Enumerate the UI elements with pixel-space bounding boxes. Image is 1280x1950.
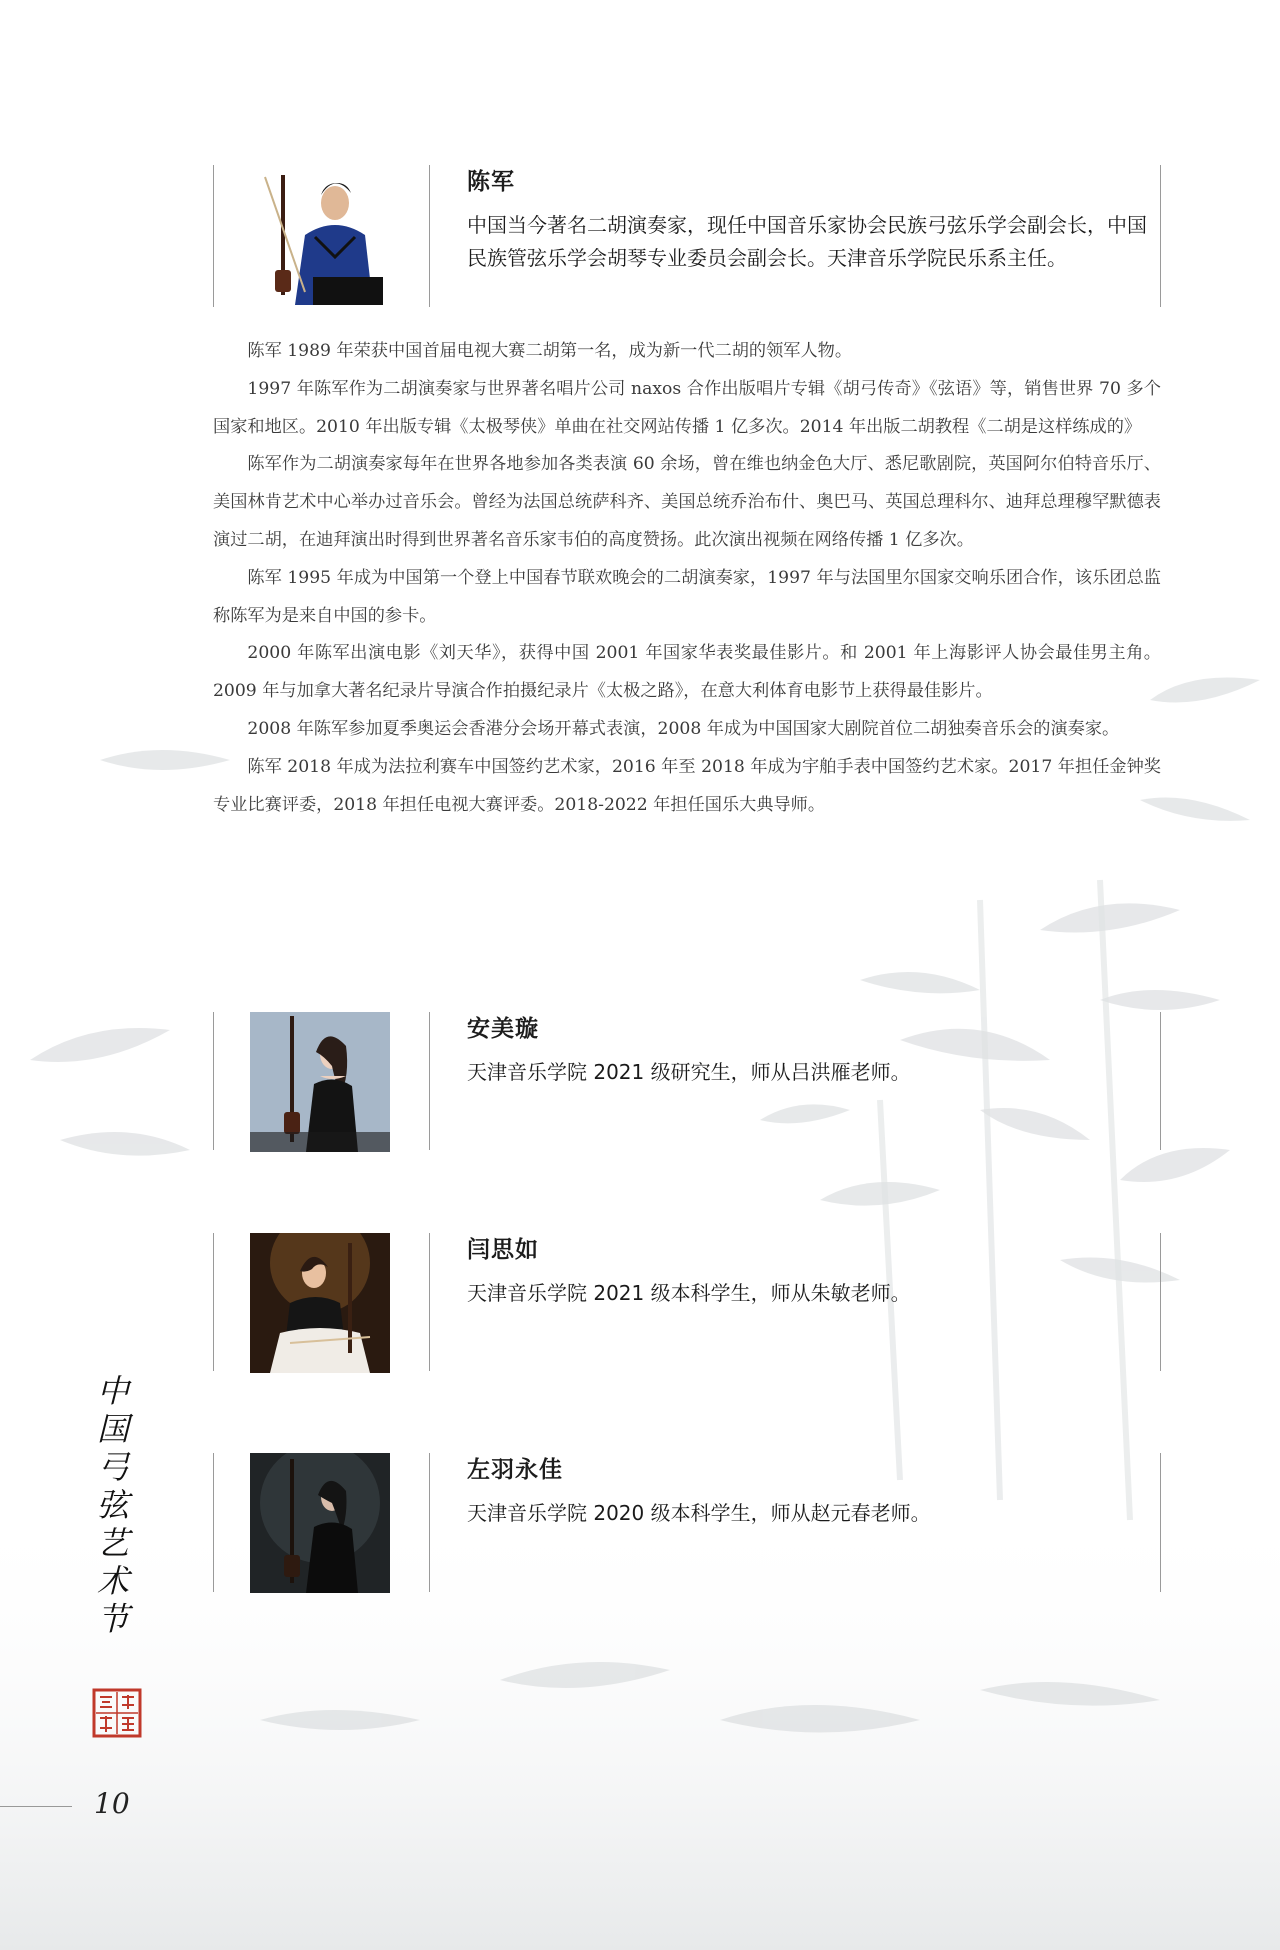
card-divider-rule <box>429 1453 430 1592</box>
card-divider-rule <box>429 1012 430 1150</box>
title-char: 中 <box>96 1372 129 1410</box>
profile-card-zuo-yuyongjia <box>213 1453 1161 1592</box>
card-left-rule <box>213 1233 214 1371</box>
title-char: 节 <box>96 1600 129 1638</box>
portrait-image <box>250 1453 390 1593</box>
profile-card-yan-siru <box>213 1233 1161 1371</box>
page-number: 10 <box>94 1787 130 1820</box>
portrait-image <box>250 1012 390 1152</box>
bio-paragraph: 陈军 1989 年荣获中国首届电视大赛二胡第一名，成为新一代二胡的领军人物。 <box>247 341 853 361</box>
bio-paragraph: 2000 年陈军出演电影《刘天华》，获得中国 2001 年国家华表奖最佳影片。和 2001 年上海影评人协会最佳男主角。2009 年与加拿大著名纪录片导演合作拍摄纪录片《太极之路》，在意大利体育电影节上获得最佳影片。 <box>213 643 1161 702</box>
portrait-photo <box>255 165 390 305</box>
profile-description: 天津音乐学院 2021 级研究生，师从吕洪雁老师。 <box>467 1060 911 1084</box>
portrait-photo <box>250 1453 390 1593</box>
footer-rule <box>0 1806 72 1807</box>
red-seal-stamp <box>92 1688 142 1738</box>
profile-name: 陈军 <box>467 168 515 195</box>
card-right-rule <box>1160 1233 1161 1371</box>
festival-title-vertical <box>93 1372 133 1638</box>
title-char: 弓 <box>96 1448 129 1486</box>
card-right-rule <box>1160 1453 1161 1592</box>
bio-paragraph: 2008 年陈军参加夏季奥运会香港分会场开幕式表演，2008 年成为中国国家大剧院首位二胡独奏音乐会的演奏家。 <box>247 718 1120 739</box>
portrait-image <box>255 165 390 305</box>
profile-name: 左羽永佳 <box>467 1456 563 1483</box>
profile-description: 天津音乐学院 2021 级本科学生，师从朱敏老师。 <box>467 1281 911 1305</box>
profile-description: 天津音乐学院 2020 级本科学生，师从赵元春老师。 <box>467 1501 931 1525</box>
title-char: 艺 <box>96 1524 129 1562</box>
portrait-photo <box>250 1012 390 1152</box>
portrait-image <box>250 1233 390 1373</box>
card-left-rule <box>213 1453 214 1592</box>
bio-paragraph: 陈军 1995 年成为中国第一个登上中国春节联欢晚会的二胡演奏家，1997 年与法国里尔国家交响乐团合作，该乐团总监称陈军为是来自中国的参卡。 <box>213 567 1161 626</box>
card-left-rule <box>213 1012 214 1150</box>
card-divider-rule <box>429 1233 430 1371</box>
profile-description: 中国当今著名二胡演奏家，现任中国音乐家协会民族弓弦乐学会副会长，中国民族管弦乐学会胡琴专业委员会副会长。天津音乐学院民乐系主任。 <box>467 213 1147 270</box>
profile-name: 闫思如 <box>467 1236 539 1263</box>
card-left-rule <box>213 165 214 307</box>
bio-paragraph: 1997 年陈军作为二胡演奏家与世界著名唱片公司 naxos 合作出版唱片专辑《胡弓传奇》《弦语》等，销售世界 70 多个国家和地区。2010 年出版专辑《太极琴侠》单曲在社交网站传播 1 亿多次。2014 年出版二胡教程《二胡是这样练成的》 <box>213 378 1161 437</box>
biography-text <box>213 333 1161 824</box>
portrait-photo <box>250 1233 390 1373</box>
profile-name: 安美璇 <box>467 1015 539 1042</box>
profile-card-chen-jun <box>213 165 1161 307</box>
bio-paragraph: 陈军 2018 年成为法拉利赛车中国签约艺术家，2016 年至 2018 年成为宇舶手表中国签约艺术家。2017 年担任金钟奖专业比赛评委，2018 年担任电视大赛评委。2018-2022 年担任国乐大典导师。 <box>213 756 1161 815</box>
profile-card-an-meixuan <box>213 1012 1161 1150</box>
title-char: 国 <box>96 1410 129 1448</box>
card-divider-rule <box>429 165 430 307</box>
bio-paragraph: 陈军作为二胡演奏家每年在世界各地参加各类表演 60 余场，曾在维也纳金色大厅、悉尼歌剧院，英国阿尔伯特音乐厅、美国林肯艺术中心举办过音乐会。曾经为法国总统萨科齐、美国总统乔治布什、奥巴马、英国总理科尔、迪拜总理穆罕默德表演过二胡，在迪拜演出时得到世界著名音乐家韦伯的高度赞扬。此次演出视频在网络传播 1 亿多次。 <box>213 454 1161 550</box>
title-char: 弦 <box>96 1486 129 1524</box>
title-char: 术 <box>96 1562 129 1600</box>
card-right-rule <box>1160 1012 1161 1150</box>
card-right-rule <box>1160 165 1161 307</box>
